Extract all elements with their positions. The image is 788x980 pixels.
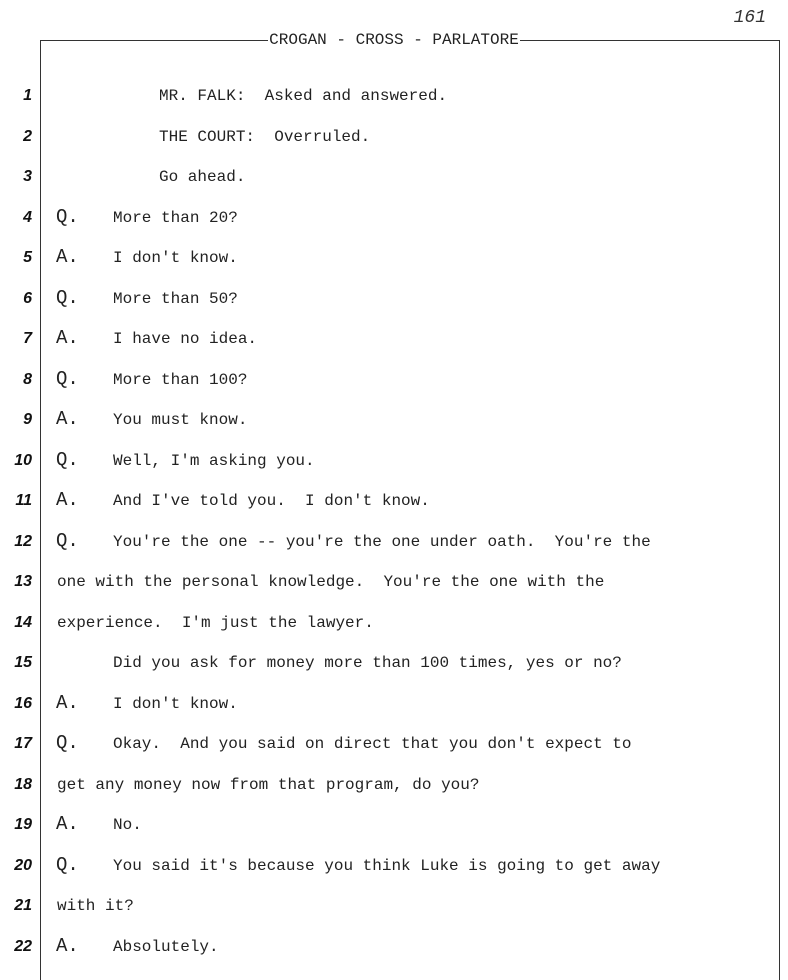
transcript-line <box>0 407 788 439</box>
transcript-line <box>0 205 788 237</box>
line-number: 11 <box>15 492 32 509</box>
line-number: 21 <box>14 897 32 914</box>
transcript-line <box>0 691 788 723</box>
line-text: No. <box>113 816 142 834</box>
transcript-line <box>0 650 788 682</box>
line-text: THE COURT: Overruled. <box>159 127 371 146</box>
transcript-line <box>0 245 788 277</box>
transcript-line <box>0 731 788 763</box>
line-number: 12 <box>14 532 32 550</box>
line-number: 4 <box>23 208 32 226</box>
line-number: 10 <box>14 451 32 469</box>
transcript-line <box>0 569 788 601</box>
line-text: I don't know. <box>113 249 238 267</box>
line-number: 17 <box>14 735 32 752</box>
line-number: 13 <box>14 573 32 590</box>
transcript-line <box>0 367 788 399</box>
line-text: Okay. And you said on direct that you don't expect to <box>113 735 632 753</box>
question-marker: Q. <box>56 205 79 228</box>
line-text: MR. FALK: Asked and answered. <box>159 87 448 105</box>
answer-marker: A. <box>56 327 79 349</box>
answer-marker: A. <box>56 934 79 957</box>
transcript-line <box>0 488 788 520</box>
line-number: 16 <box>14 694 32 712</box>
answer-marker: A. <box>56 408 79 430</box>
line-text: Absolutely. <box>113 937 219 956</box>
transcript-line <box>0 124 788 156</box>
line-text: You must know. <box>113 411 248 429</box>
page-header <box>0 31 788 49</box>
question-marker: Q. <box>56 367 79 390</box>
question-marker: Q. <box>56 732 79 754</box>
transcript-line <box>0 812 788 844</box>
line-text: Well, I'm asking you. <box>113 451 315 470</box>
line-text: You said it's because you think Luke is going to get away <box>113 856 661 875</box>
line-number: 2 <box>23 127 32 145</box>
question-marker: Q. <box>56 286 79 309</box>
line-number: 6 <box>23 289 32 307</box>
transcript-line <box>0 83 788 115</box>
line-number: 19 <box>14 816 32 833</box>
line-text: More than 100? <box>113 370 248 389</box>
transcript-line <box>0 326 788 358</box>
line-number: 9 <box>23 411 32 428</box>
line-text: I don't know. <box>113 694 238 713</box>
transcript-line <box>0 893 788 925</box>
line-number: 1 <box>23 87 32 104</box>
line-number: 22 <box>14 937 32 955</box>
line-number: 8 <box>23 370 32 388</box>
line-number: 3 <box>23 168 32 185</box>
line-text: get any money now from that program, do you? <box>57 775 480 794</box>
line-number: 18 <box>14 775 32 793</box>
page-number: 161 <box>733 8 766 28</box>
line-number: 20 <box>14 856 32 874</box>
answer-marker: A. <box>56 246 79 268</box>
answer-marker: A. <box>56 489 79 511</box>
transcript-line <box>0 164 788 196</box>
question-marker: Q. <box>56 853 79 876</box>
transcript-line <box>0 934 788 966</box>
line-number: 15 <box>14 654 32 671</box>
question-marker: Q. <box>56 448 79 471</box>
line-text: with it? <box>57 897 134 915</box>
line-number: 5 <box>23 249 32 266</box>
line-text: And I've told you. I don't know. <box>113 492 430 510</box>
line-text: You're the one -- you're the one under oath. You're the <box>113 532 651 551</box>
line-number: 7 <box>23 330 32 347</box>
line-number: 14 <box>14 613 32 631</box>
transcript-line <box>0 448 788 480</box>
transcript-line <box>0 286 788 318</box>
line-text: More than 50? <box>113 289 238 308</box>
transcript-line <box>0 529 788 561</box>
line-text: I have no idea. <box>113 330 258 348</box>
transcript-line <box>0 853 788 885</box>
line-text: More than 20? <box>113 208 238 227</box>
line-text: Go ahead. <box>159 168 246 186</box>
answer-marker: A. <box>56 691 79 714</box>
transcript-line <box>0 772 788 804</box>
transcript-line <box>0 610 788 642</box>
header-title: CROGAN - CROSS - PARLATORE <box>269 31 519 49</box>
line-text: one with the personal knowledge. You're the one with the <box>57 573 605 591</box>
answer-marker: A. <box>56 813 79 835</box>
question-marker: Q. <box>56 529 79 552</box>
line-text: Did you ask for money more than 100 times, yes or no? <box>113 654 622 672</box>
line-text: experience. I'm just the lawyer. <box>57 613 374 632</box>
